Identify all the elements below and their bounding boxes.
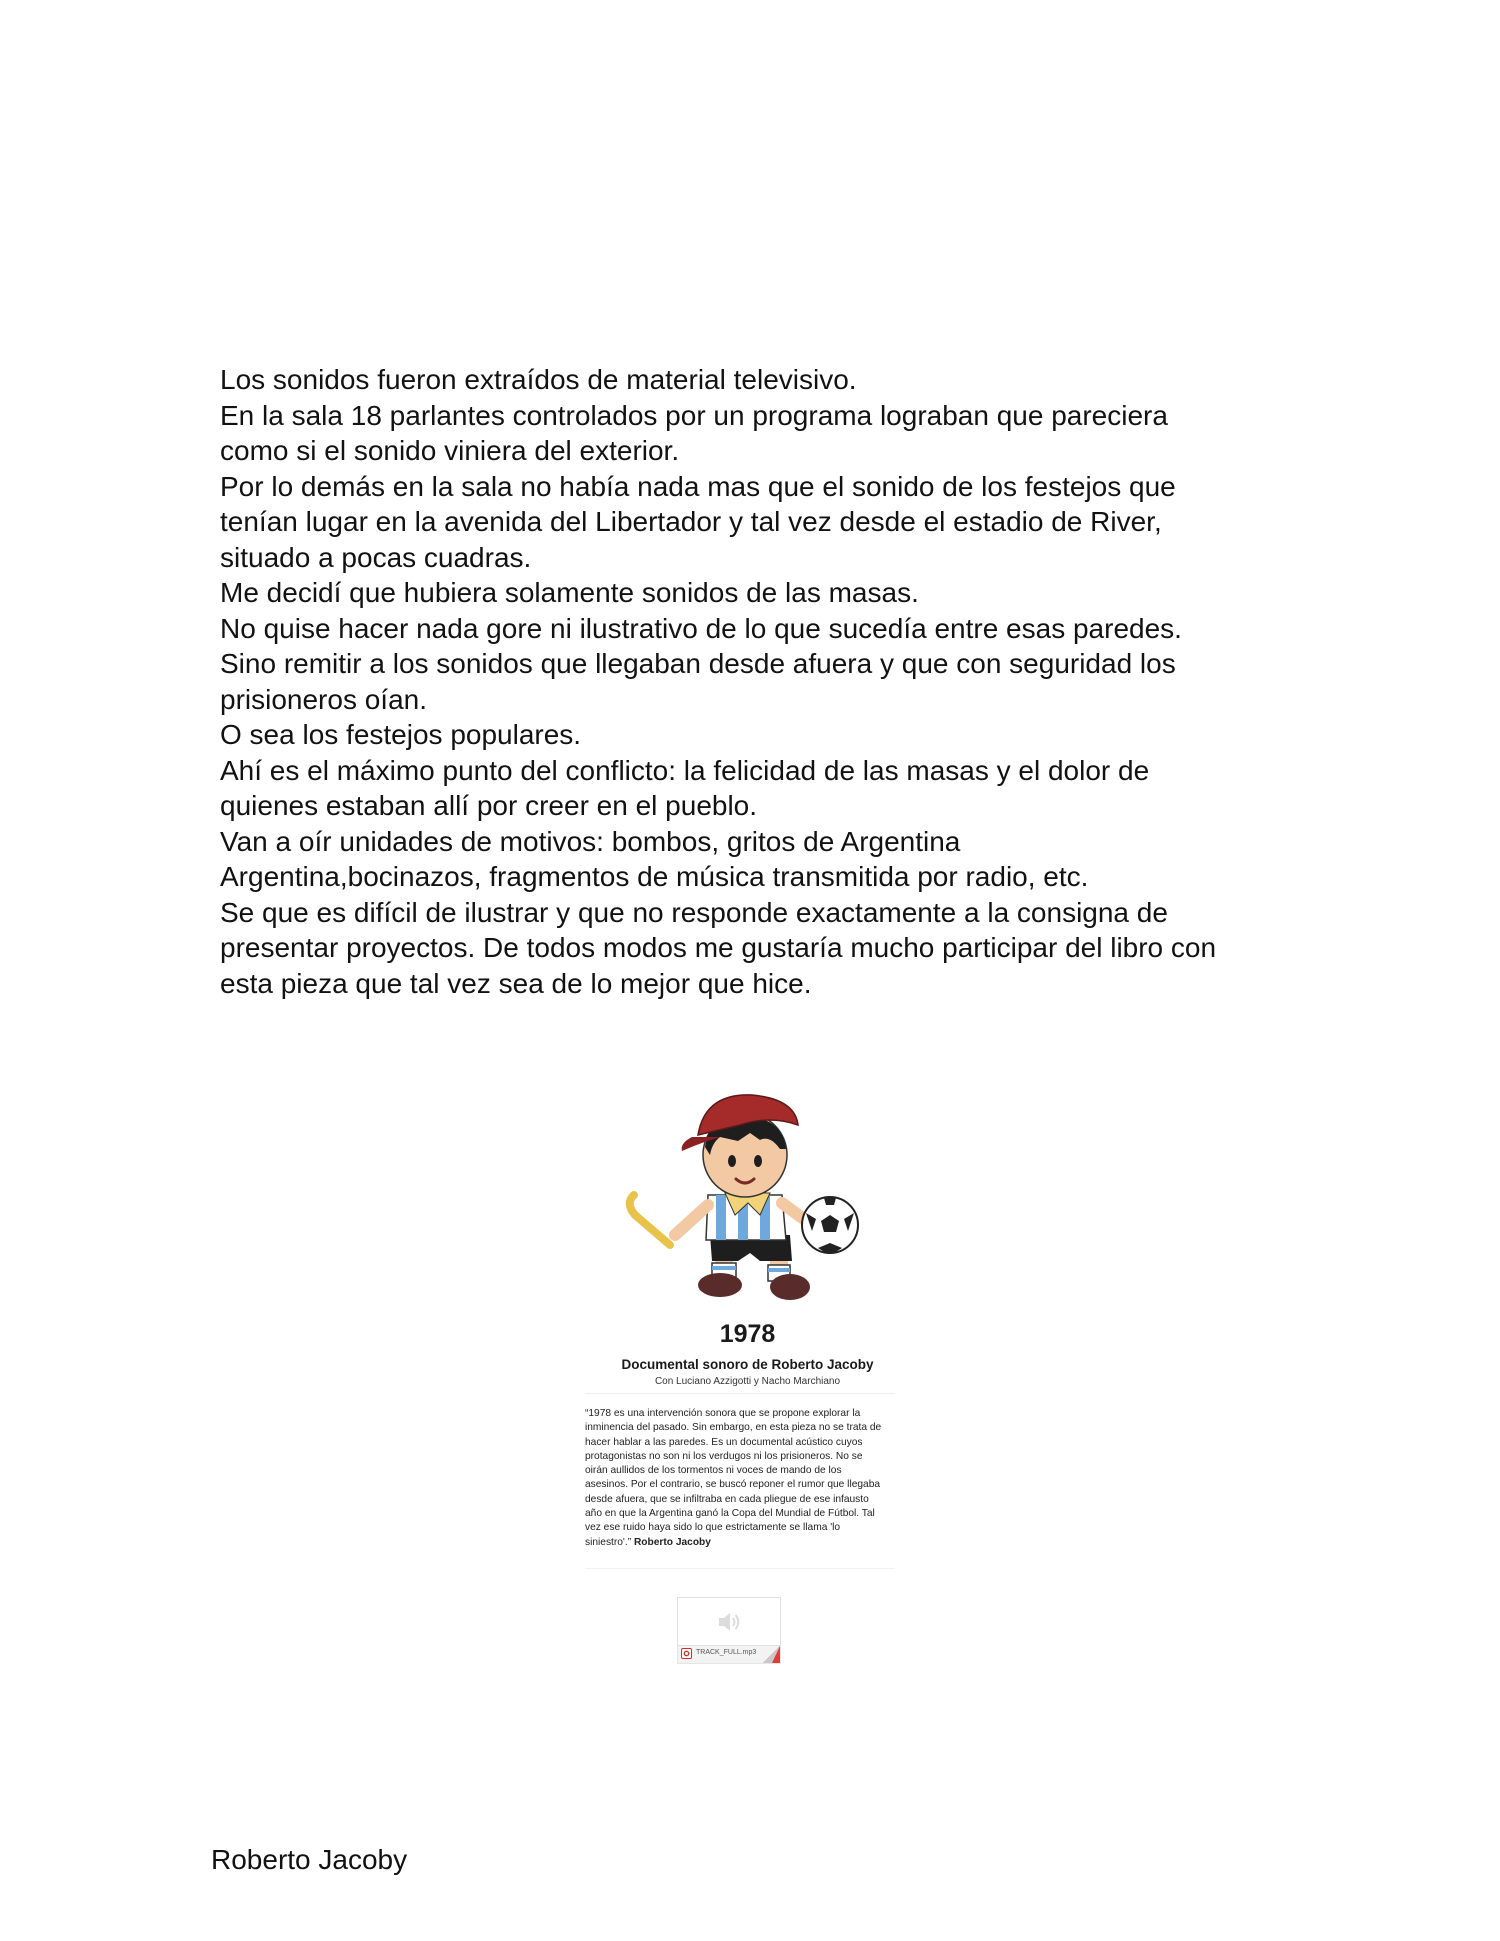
body-line: Van a oír unidades de motivos: bombos, gritos de Argentina [220,825,961,857]
poster-quote-line: hacer hablar a las paredes. Es un documental acústico cuyos [585,1436,863,1448]
poster-quote [585,1407,915,1550]
body-line: presentar proyectos. De todos modos me gustaría mucho participar del libro con [220,932,1217,963]
poster-quote-line: oirán aullidos de los tormentos ni voces de mando de los [585,1465,842,1477]
body-line: Por lo demás en la sala no había nada mas que el sonido de los festejos que [220,470,1176,502]
body-line: esta pieza que tal vez sea de lo mejor que hice. [220,967,812,999]
poster-quote-line: inminencia del pasado. Sin embargo, en esta pieza no se trata de [585,1422,882,1434]
poster-quote-line: protagonistas no son ni los verdugos ni los prisioneros. No se [585,1450,863,1462]
audio-attachment[interactable] [677,1597,781,1664]
file-bar[interactable] [677,1646,781,1664]
author-signature: Roberto Jacoby [211,1844,408,1875]
file-type-icon [681,1648,692,1659]
body-line: quienes estaban allí por creer en el pueblo. [220,790,758,821]
body-line: Se que es difícil de ilustrar y que no responde exactamente a la consigna de [220,896,1168,928]
body-line: situado a pocas cuadras. [220,541,532,573]
body-line: Los sonidos fueron extraídos de material televisivo. [220,364,857,395]
poster-quote-line: asesinos. Por el contrario, se buscó reponer el rumor que llegaba [585,1479,881,1491]
body-line: En la sala 18 parlantes controlados por un programa lograban que pareciera [220,399,1168,431]
poster-quote-line: desde afuera, que se infiltraba en cada pliegue de ese infausto [585,1493,869,1505]
poster-quote-author: Roberto Jacoby [633,1536,711,1548]
speaker-icon [716,1610,742,1634]
poster-year: 1978 [719,1320,776,1348]
poster-quote-line: año en que la Argentina ganó la Copa del Mundial de Fútbol. Tal [585,1508,875,1520]
body-line: Sino remitir a los sonidos que llegaban desde afuera y que con seguridad los [220,648,1176,679]
audio-preview[interactable] [677,1597,781,1646]
poster-subtitle: Documental sonoro de Roberto Jacoby [621,1357,874,1372]
file-name: TRACK_FULL.mp3 [696,1649,757,1656]
poster-credits: Con Luciano Azzigotti y Nacho Marchiano [654,1376,841,1387]
poster-quote-ending: siniestro'.” [585,1536,632,1548]
poster-quote-last-line [585,1536,915,1550]
body-line: No quise hacer nada gore ni ilustrativo de lo que sucedía entre esas paredes. [220,612,1182,644]
body-line: Me decidí que hubiera solamente sonidos de las masas. [220,577,919,608]
page-curl-icon [762,1646,780,1663]
body-text [220,362,1320,1001]
gauchito-mascot-illustration [620,1085,870,1305]
poster-bottom-divider [585,1568,895,1569]
poster-quote-lines [585,1407,915,1536]
poster-divider [585,1393,895,1394]
body-line: prisioneros oían. [220,683,428,715]
body-line: como si el sonido viniera del exterior. [220,435,680,466]
body-line: Ahí es el máximo punto del conflicto: la felicidad de las masas y el dolor de [220,754,1150,786]
body-line: Argentina,bocinazos, fragmentos de música transmitida por radio, etc. [220,861,1089,892]
body-line: O sea los festejos populares. [220,719,582,750]
poster-quote-line: “1978 es una intervención sonora que se propone explorar la [585,1408,861,1419]
poster-quote-line: vez ese ruido haya sido lo que estrictamente se llama 'lo [585,1522,841,1534]
poster [575,1085,920,1575]
body-line: tenían lugar en la avenida del Libertador y tal vez desde el estadio de River, [220,506,1162,537]
